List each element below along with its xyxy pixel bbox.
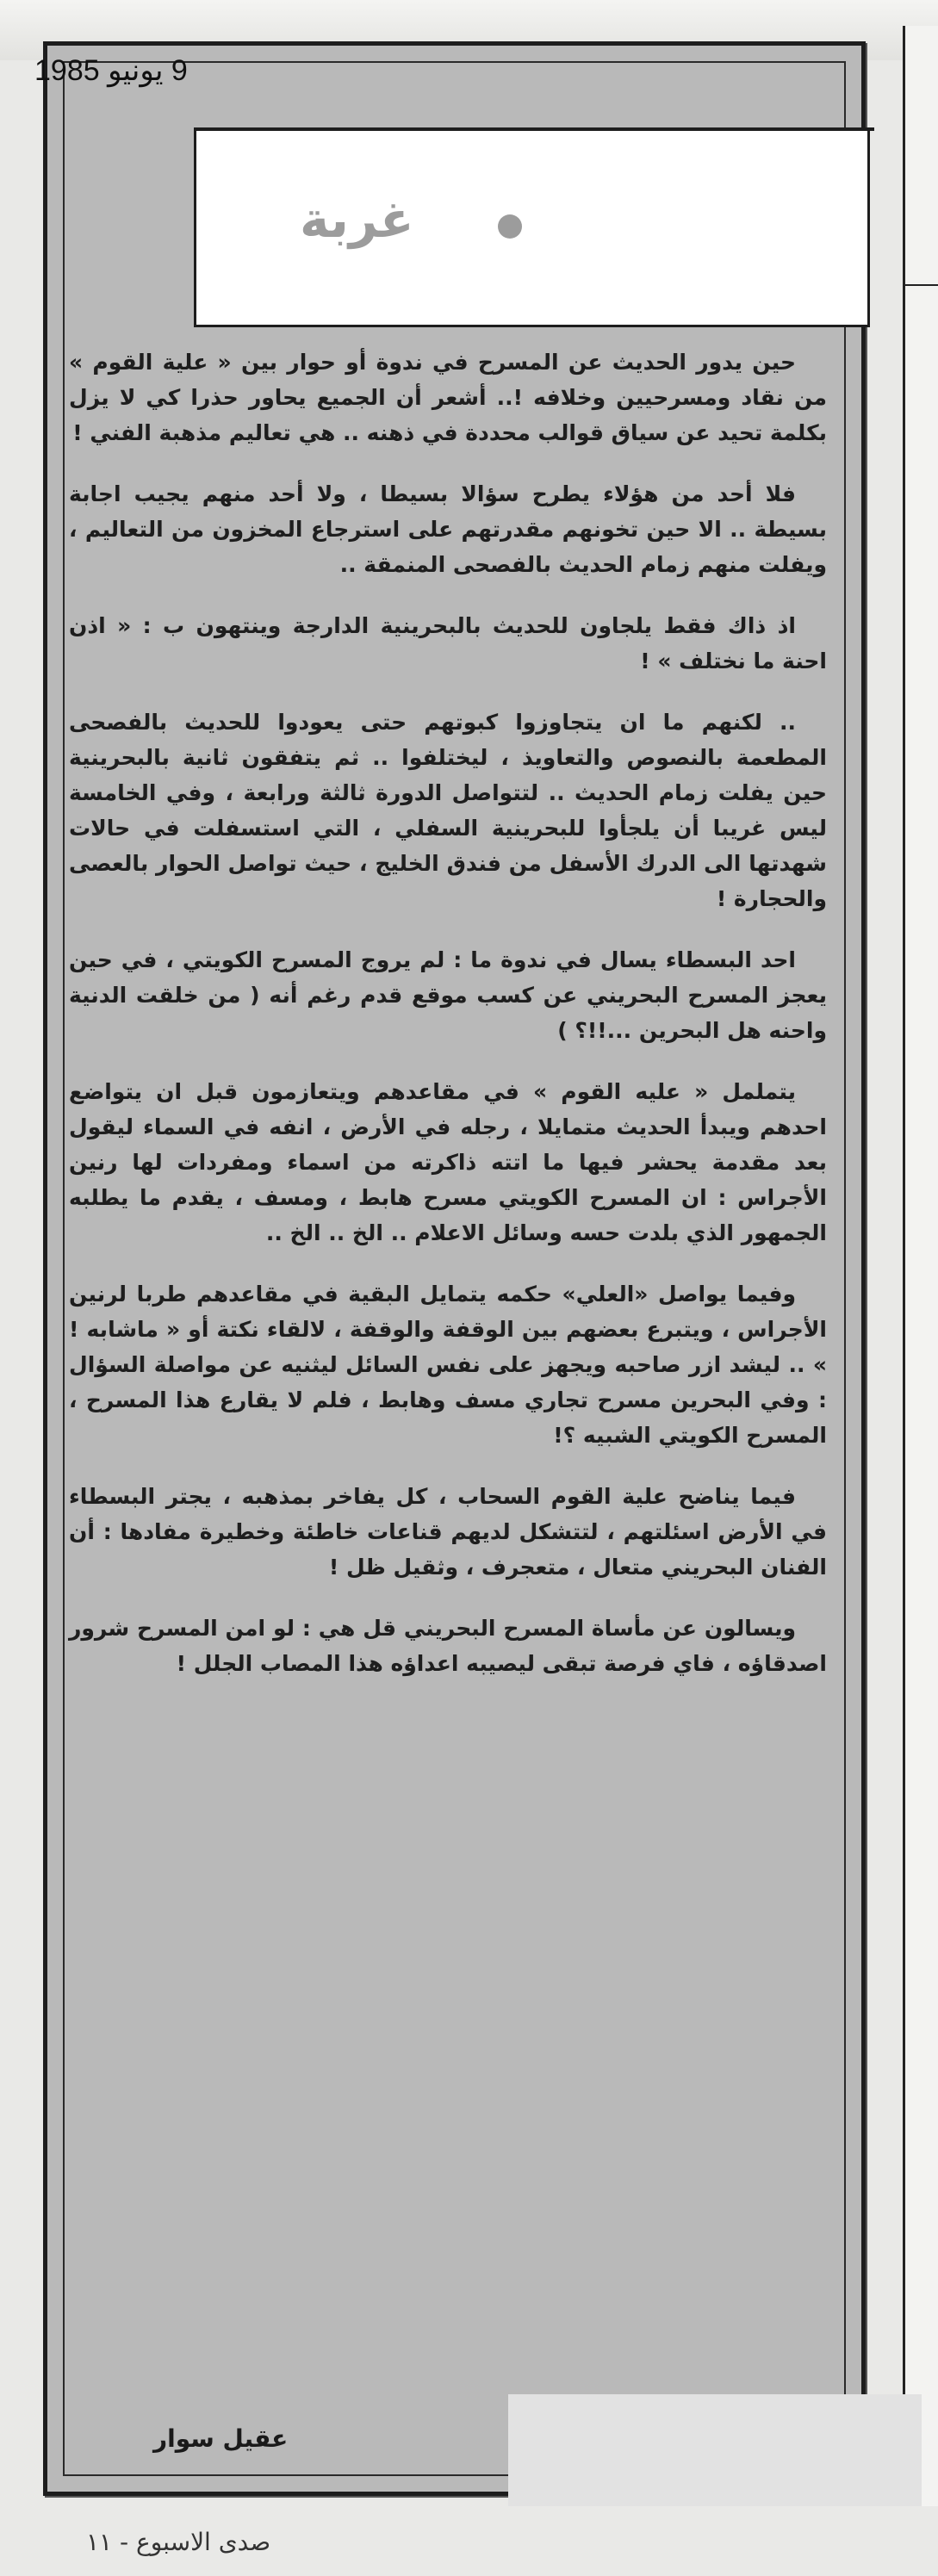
column-title: غربة <box>300 190 414 249</box>
author-signature: عقيل سوار <box>153 2424 289 2453</box>
bullet-icon <box>498 214 522 239</box>
paragraph: يتململ « عليه القوم » في مقاعدهم ويتعازمون قبل ان يتواضع احدهم ويبدأ الحديث متمايلا ، رجله في الأرض ، انفه في السماء ليقول بعد مقدمة يحشر فيها ما اتته ذاكرته من اسماء ومفردات لها رنين الأجراس : ان المسرح الكويتي مسرح هابط ، ومسف ، يقدم ما يطلبه الجمهور الذي بلدت حسه وسائل الاعلام .. الخ .. الخ .. <box>69 1079 827 1245</box>
paragraph: احد البسطاء يسال في ندوة ما : لم يروج المسرح الكويتي ، في حين يعجز المسرح البحريني عن كسب موقع قدم رغم أنه ( من خلقت الدنية واحنه هل البحرين ...!!؟ ) <box>69 947 827 1043</box>
article-body <box>69 345 827 1707</box>
paragraph: اذ ذاك فقط يلجاون للحديث بالبحرينية الدارجة وينتهون ب : « اذن احنة ما نختلف » ! <box>69 613 827 673</box>
paragraph: .. لكنهم ما ان يتجاوزوا كبوتهم حتى يعودوا للحديث بالفصحى المطعمة بالنصوص والتعاويذ ، ليختلفوا .. ثم يتفقون ثانية بالبحرينية حين يفلت زمام الحديث .. لتتواصل الدورة ثالثة ورابعة ، وفي الخامسة ليس غريبا أن يلجأوا للبحرينية السفلي ، التي استسفلت في حالات شهدتها الى الدرك الأسفل من فندق الخليج ، حيث تواصل الحوار بالعصى والحجارة ! <box>69 710 827 911</box>
paragraph: فلا أحد من هؤلاء يطرح سؤالا بسيطا ، ولا أحد منهم يجيب اجابة بسيطة .. الا حين تخونهم مقدرتهم على استرجاع المخزون من التعاليم ، ويفلت منهم زمام الحديث بالفصحى المنمقة .. <box>69 481 827 577</box>
handwritten-date: 9 يونيو 1985 <box>34 54 188 87</box>
paragraph: ويسالون عن مأساة المسرح البحريني قل هي : لو امن المسرح شرور اصدقاؤه ، فاي فرصة تبقى ليصيبه اعداؤه هذا المصاب الجلل ! <box>69 1616 827 1676</box>
paragraph: فيما يناضح علية القوم السحاب ، كل يفاخر بمذهبه ، يجتر البسطاء في الأرض اسئلتهم ، لتتشكل لديهم قناعات خاطئة وخطيرة مفادها : أن الفنان البحريني متعال ، متعجرف ، وثقيل ظل ! <box>69 1484 827 1580</box>
page-footer: صدى الاسبوع - ١١ <box>86 2528 271 2556</box>
adjacent-column-edge <box>903 26 938 2506</box>
column-title-box <box>194 127 870 327</box>
paragraph: حين يدور الحديث عن المسرح في ندوة أو حوار بين « علية القوم » من نقاد ومسرحيين وخلافه !.. أشعر أن الجميع يحاور حذرا كي لا يزل بكلمة تحيد عن سياق قوالب محددة في ذهنه .. هي تعاليم مذهبة الفني ! <box>69 350 827 445</box>
paper-label-patch <box>508 2394 922 2506</box>
paragraph: وفيما يواصل «العلي» حكمه يتمايل البقية في مقاعدهم طربا لرنين الأجراس ، ويتبرع بعضهم بين الوقفة والوقفة ، لالقاء نكتة أو « ماشابه ! » .. ليشد ازر صاحبه ويجهز على نفس السائل ليثنيه عن مواصلة السؤال : وفي البحرين مسرح تجاري مسف وهابط ، فلم لا يقارع هذا المسرح ، المسرح الكويتي الشبيه ؟! <box>69 1282 827 1448</box>
